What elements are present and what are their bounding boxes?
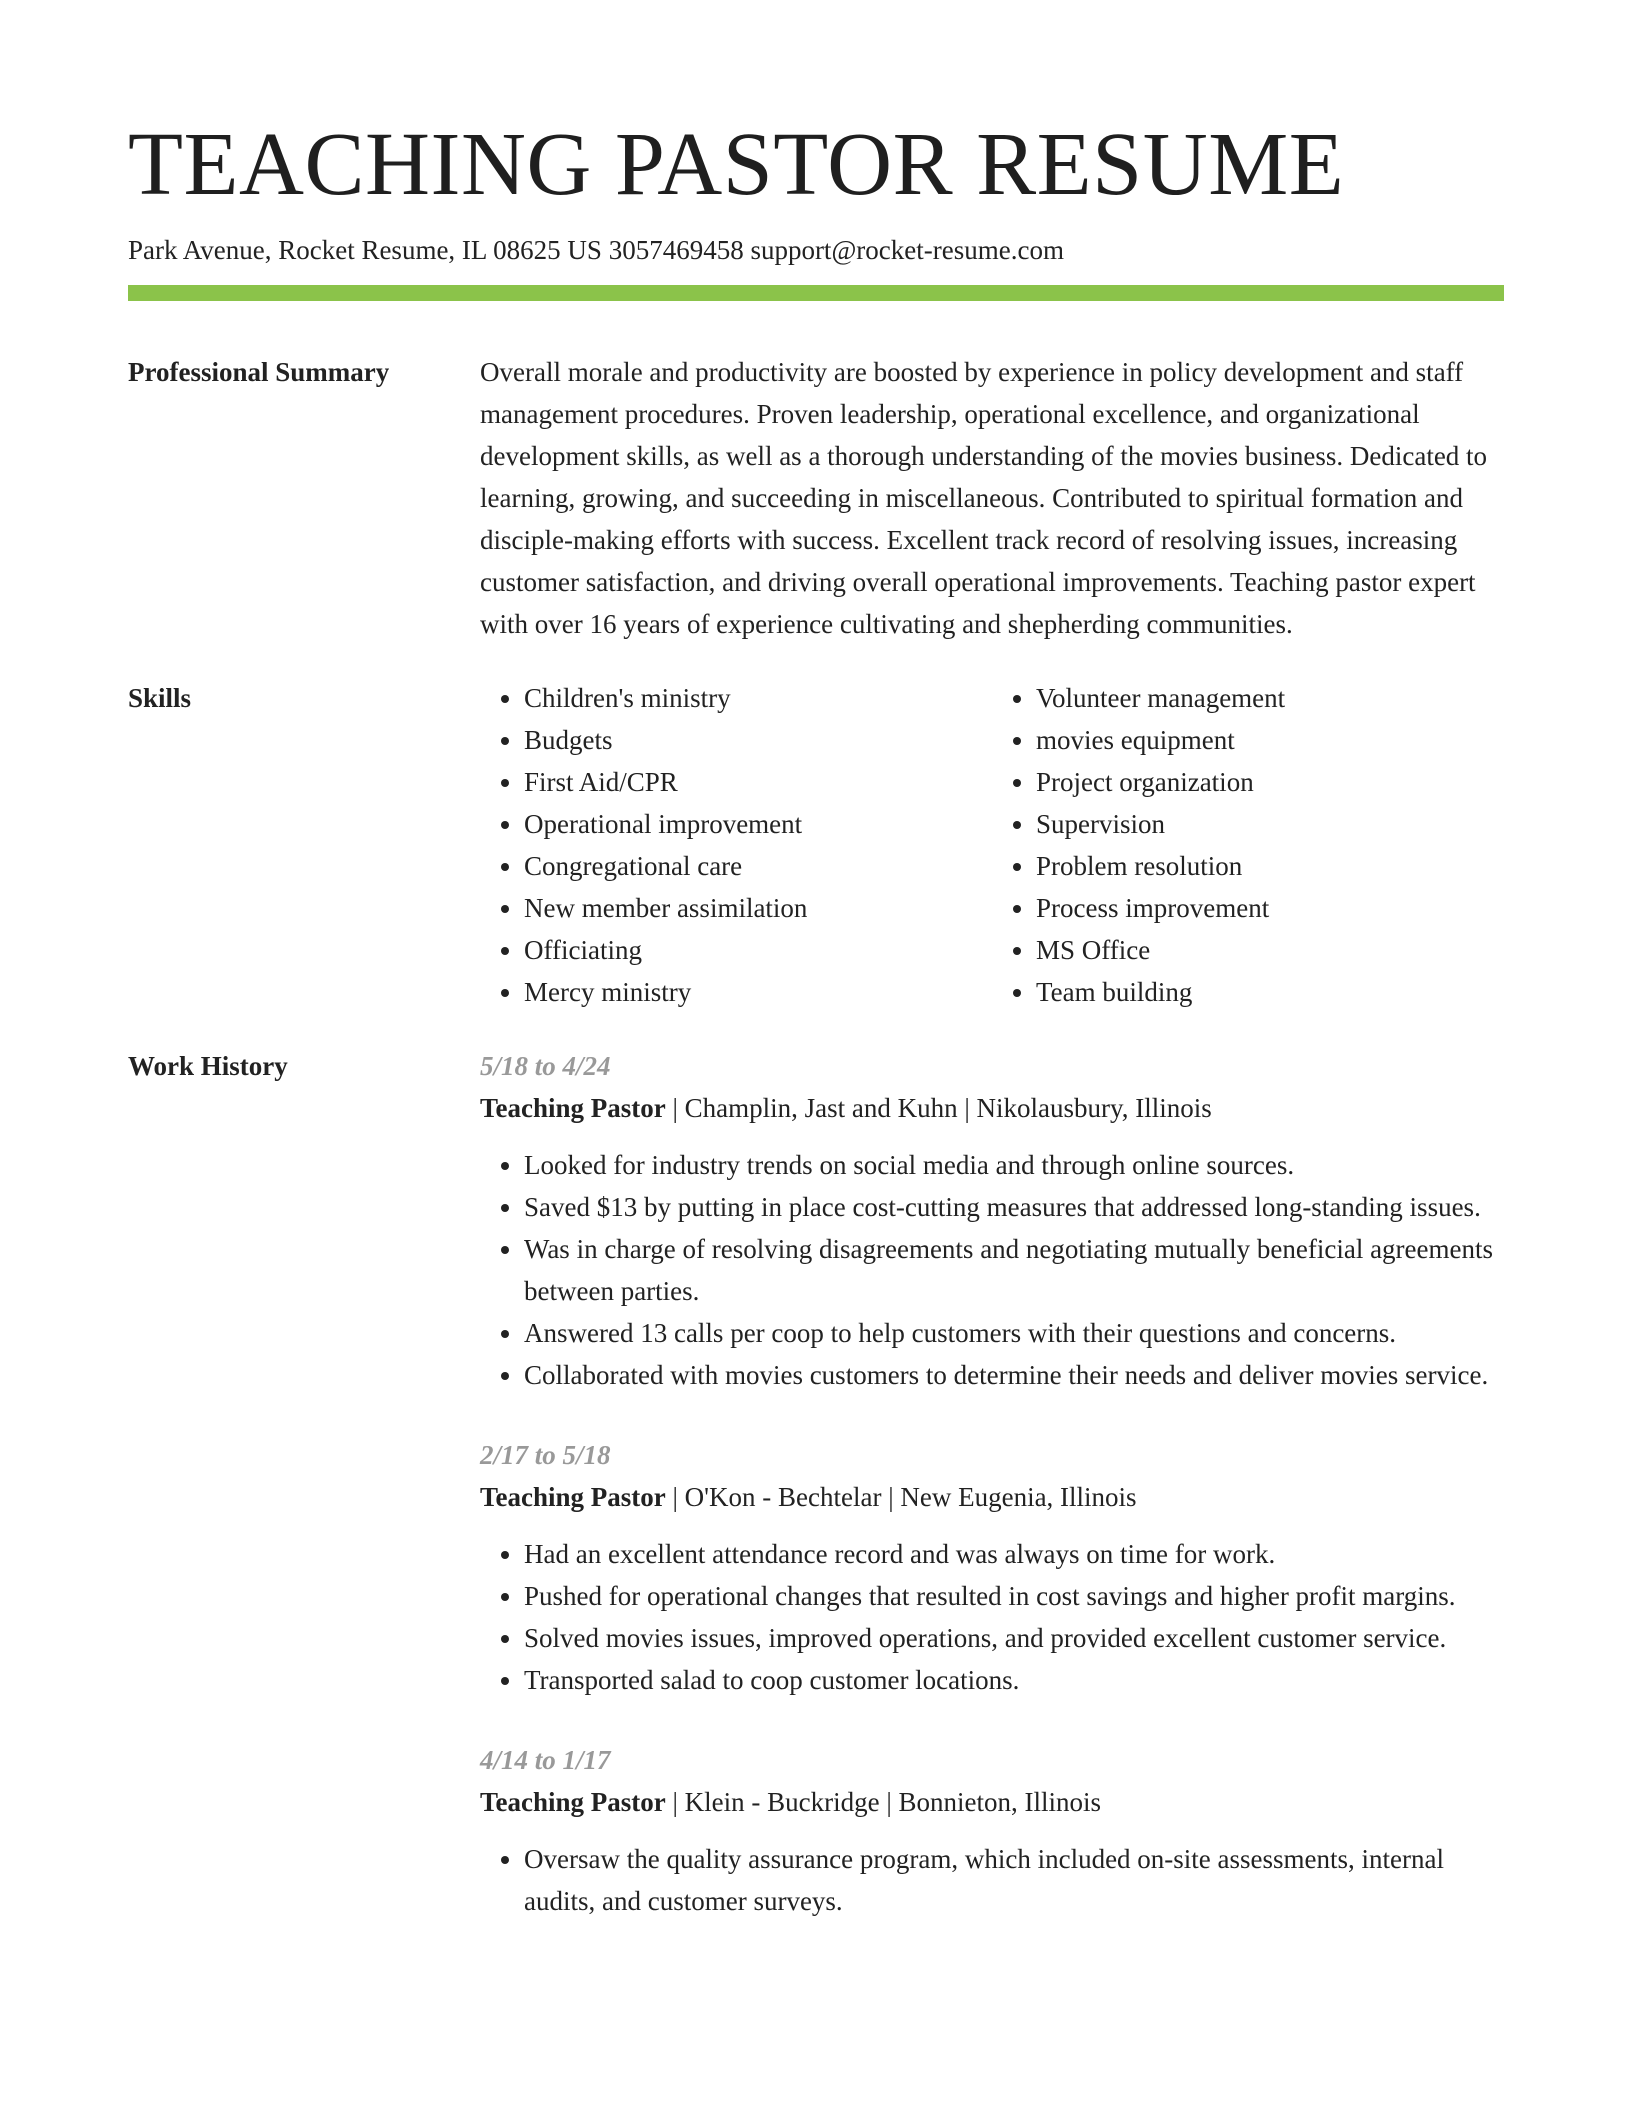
section-heading-summary: Professional Summary xyxy=(128,357,390,388)
section-heading-work-history: Work History xyxy=(128,1051,288,1082)
skills-list-right xyxy=(992,677,1504,1013)
contact-address: Park Avenue, Rocket Resume, IL 08625 US xyxy=(128,235,602,265)
professional-summary-section xyxy=(128,351,1504,645)
skill-item: • Project organization xyxy=(1036,761,1504,803)
skills-list-left xyxy=(480,677,992,1013)
skill-item: • First Aid/CPR xyxy=(524,761,992,803)
skill-item: • New member assimilation xyxy=(524,887,992,929)
skill-item: • Process improvement xyxy=(1036,887,1504,929)
job-employer-location: | Champlin, Jast and Kuhn | Nikolausbury, Illinois xyxy=(672,1093,1212,1124)
job-title: Teaching Pastor xyxy=(480,1482,666,1513)
skill-item: • Operational improvement xyxy=(524,803,992,845)
job-bullets xyxy=(480,1144,1504,1396)
skill-item: • Children's ministry xyxy=(524,677,992,719)
skills-columns xyxy=(480,677,1504,1013)
skill-item: • Team building xyxy=(1036,971,1504,1013)
job-bullet: • Looked for industry trends on social media and through online sources. xyxy=(524,1144,1504,1186)
job-entry xyxy=(480,1045,1504,1396)
skill-item: • movies equipment xyxy=(1036,719,1504,761)
skill-item: • Officiating xyxy=(524,929,992,971)
skill-item: • Mercy ministry xyxy=(524,971,992,1013)
accent-divider xyxy=(128,285,1504,301)
job-entry xyxy=(480,1434,1504,1701)
job-employer-location: | O'Kon - Bechtelar | New Eugenia, Illinois xyxy=(672,1482,1137,1513)
job-bullet: • Saved $13 by putting in place cost-cutting measures that addressed long-standing issues. xyxy=(524,1186,1504,1228)
work-history-section xyxy=(128,1045,1504,1960)
section-heading-skills: Skills xyxy=(128,683,192,714)
job-bullet: • Answered 13 calls per coop to help customers with their questions and concerns. xyxy=(524,1312,1504,1354)
skill-item: • Budgets xyxy=(524,719,992,761)
job-heading xyxy=(480,1087,1504,1129)
job-heading xyxy=(480,1781,1504,1823)
skill-item: • Problem resolution xyxy=(1036,845,1504,887)
job-heading xyxy=(480,1476,1504,1518)
skill-item: • Congregational care xyxy=(524,845,992,887)
job-entry xyxy=(480,1739,1504,1922)
job-employer-location: | Klein - Buckridge | Bonnieton, Illinois xyxy=(672,1787,1102,1818)
job-bullet: • Transported salad to coop customer locations. xyxy=(524,1659,1504,1701)
skill-item: • MS Office xyxy=(1036,929,1504,971)
job-bullets xyxy=(480,1838,1504,1922)
job-dates: 4/14 to 1/17 xyxy=(480,1745,611,1776)
contact-phone: 3057469458 xyxy=(608,235,744,265)
job-bullet: • Oversaw the quality assurance program, which included on-site assessments, internal audits, and customer surveys. xyxy=(524,1838,1504,1922)
job-bullet: • Had an excellent attendance record and was always on time for work. xyxy=(524,1533,1504,1575)
contact-line xyxy=(128,234,1504,266)
job-dates: 2/17 to 5/18 xyxy=(480,1440,611,1471)
resume-title: TEACHING PASTOR RESUME xyxy=(128,115,1345,214)
job-dates: 5/18 to 4/24 xyxy=(480,1051,611,1082)
job-title: Teaching Pastor xyxy=(480,1093,666,1124)
job-bullet: • Pushed for operational changes that resulted in cost savings and higher profit margins. xyxy=(524,1575,1504,1617)
job-title: Teaching Pastor xyxy=(480,1787,666,1818)
skills-section xyxy=(128,677,1504,1013)
job-bullets xyxy=(480,1533,1504,1701)
summary-text: Overall morale and productivity are boosted by experience in policy development and staff management procedures. Proven leadership, operational excellence, and organizational development skills, as well as a thorough understanding of the movies business. Dedicated to learning, growing, and succeeding in miscellaneous. Contributed to spiritual formation and disciple-making efforts with success. Excellent track record of resolving issues, increasing customer satisfaction, and driving overall operational improvements. Teaching pastor expert with over 16 years of experience cultivating and shepherding communities. xyxy=(480,357,1488,640)
skill-item: • Volunteer management xyxy=(1036,677,1504,719)
job-bullet: • Solved movies issues, improved operations, and provided excellent customer service. xyxy=(524,1617,1504,1659)
skill-item: • Supervision xyxy=(1036,803,1504,845)
contact-email[interactable]: support@rocket-resume.com xyxy=(750,235,1064,265)
resume-page xyxy=(128,110,1504,1960)
job-bullet: • Collaborated with movies customers to determine their needs and deliver movies service. xyxy=(524,1354,1504,1396)
job-bullet: • Was in charge of resolving disagreements and negotiating mutually beneficial agreements between parties. xyxy=(524,1228,1504,1312)
work-history-entries xyxy=(480,1045,1504,1960)
